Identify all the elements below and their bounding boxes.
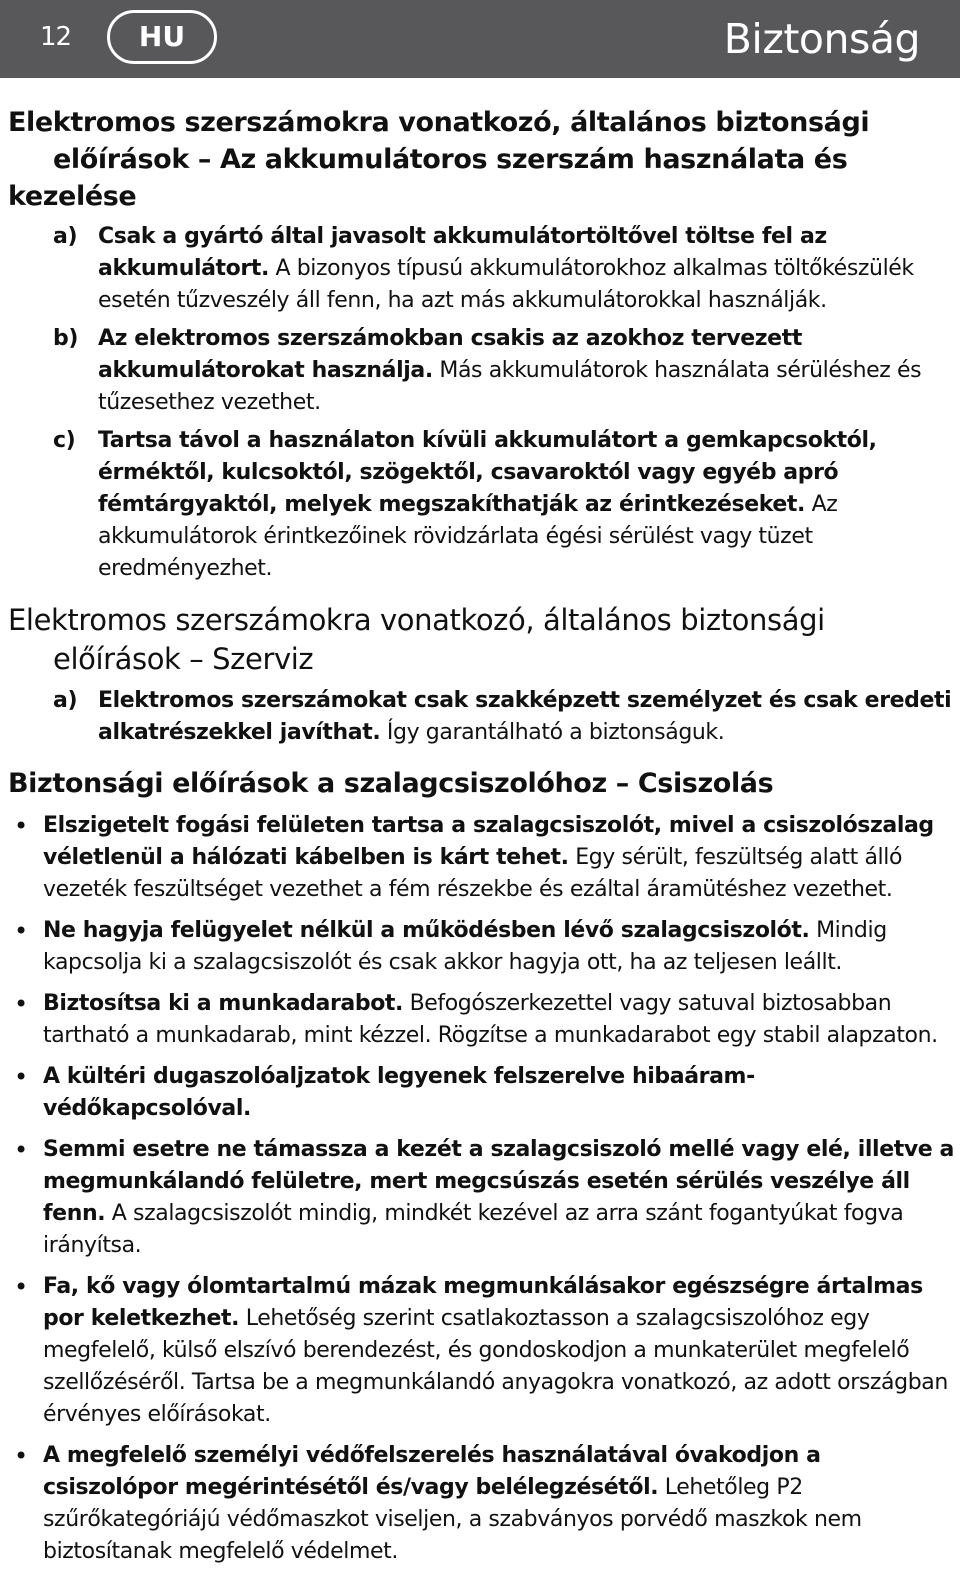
item-text: Más akkumulátorok használata sérüléshez és tűzesethez vezethet. <box>98 358 922 415</box>
sanding-rules-list <box>8 810 954 1568</box>
bullet-item <box>8 915 954 979</box>
bullet-icon: • <box>14 990 28 1018</box>
heading-line-1: Elektromos szerszámokra vonatkozó, általános biztonsági <box>8 603 825 637</box>
item-bold-text: Az elektromos szerszámokban csakis az azokhoz tervezett akkumulátorokat használja. <box>98 326 802 383</box>
list-marker: b) <box>53 326 79 351</box>
page-header <box>0 0 960 78</box>
document-body <box>8 104 954 1577</box>
item-text: Lehetőleg P2 szűrőkategóriájú védőmaszkot viseljen, a szabványos porvédő maszkok nem biztosítanak megfelelő védelmet. <box>43 1475 862 1564</box>
battery-rules-list <box>8 221 954 585</box>
item-bold-text: Csak a gyártó által javasolt akkumulátortöltővel töltse fel az akkumulátort. <box>98 224 827 281</box>
heading-line-1: Biztonsági előírások a szalagcsiszolóhoz – Csiszolás <box>8 768 774 799</box>
item-bold-text: A megfelelő személyi védőfelszerelés használatával óvakodjon a csiszolópor megérintésétől és/vagy belélegzésétől. <box>43 1443 821 1500</box>
item-bold-text: A kültéri dugaszolóaljzatok legyenek felszerelve hibaáram-védőkapcsolóval. <box>43 1064 755 1121</box>
bullet-item <box>8 1440 954 1568</box>
item-bold-text: Fa, kő vagy ólomtartalmú mázak megmunkálásakor egészségre ártalmas por keletkezhet. <box>43 1274 923 1331</box>
list-item <box>53 685 954 749</box>
item-bold-text: Elszigetelt fogási felületen tartsa a szalagcsiszolót, mivel a csiszolószalag véletlenül a hálózati kábelben is kárt tehet. <box>43 813 934 870</box>
heading-line-2: előírások – Szerviz <box>53 642 314 676</box>
item-text: Az akkumulátorok érintkezőinek rövidzárlata égési sérülést vagy tüzet eredményezhet. <box>98 492 838 581</box>
bullet-icon: • <box>14 1273 28 1301</box>
bullet-icon: • <box>14 1063 28 1091</box>
bullet-item <box>8 1271 954 1431</box>
item-bold-text: Ne hagyja felügyelet nélkül a működésben lévő szalagcsiszolót. <box>43 918 810 943</box>
heading-line-2: előírások – Az akkumulátoros szerszám használata és kezelése <box>8 144 848 212</box>
list-item <box>53 425 954 585</box>
bullet-item <box>8 1134 954 1262</box>
list-item <box>53 323 954 419</box>
bullet-item <box>8 810 954 906</box>
item-text: Befogószerkezettel vagy satuval biztosabban tartható a munkadarab, mint kézzel. Rögzítse a munkadarabot egy stabil alapzaton. <box>43 991 938 1048</box>
page-title: Biztonság <box>723 15 920 63</box>
bullet-icon: • <box>14 1136 28 1164</box>
item-bold-text: Biztosítsa ki a munkadarabot. <box>43 991 403 1016</box>
item-bold-text: Elektromos szerszámokat csak szakképzett személyzet és csak eredeti alkatrészekkel javíthat. <box>98 688 952 745</box>
list-marker: c) <box>53 428 76 453</box>
bullet-icon: • <box>14 1442 28 1470</box>
list-item <box>53 221 954 317</box>
item-bold-text: Tartsa távol a használaton kívüli akkumulátort a gemkapcsoktól, érméktől, kulcsoktól, szögektől, csavaroktól vagy egyéb apró fémtárgyaktól, melyek megszakíthatják az érintkezéseket. <box>98 428 877 517</box>
item-text: A bizonyos típusú akkumulátorokhoz alkalmas töltőkészülék esetén tűzveszély áll fenn, ha azt más akkumulátorokkal használják. <box>98 256 914 313</box>
item-bold-text: Semmi esetre ne támassza a kezét a szalagcsiszoló mellé vagy elé, illetve a megmunkálandó felületre, mert megcsúszás esetén sérülés veszélye áll fenn. <box>43 1137 954 1226</box>
bullet-item <box>8 1061 954 1125</box>
section-heading <box>8 765 954 802</box>
list-marker: a) <box>53 224 78 249</box>
section-heading <box>8 104 954 215</box>
bullet-icon: • <box>14 917 28 945</box>
item-text: Lehetőség szerint csatlakoztasson a szalagcsiszolóhoz egy megfelelő, külső elszívó berendezést, és gondoskodjon a munkaterület megfelelő szellőzéséről. Tartsa be a megmunkálandó anyagokra vonatkozó, az adott országban érvényes előírásokat. <box>43 1306 948 1427</box>
item-text: Egy sérült, feszültség alatt álló vezeték feszültséget vezethet a fém részekbe és ezáltal áramütéshez vezethet. <box>43 845 903 902</box>
section-heading <box>8 601 954 679</box>
bullet-icon: • <box>14 812 28 840</box>
page-number: 12 <box>40 22 72 52</box>
item-text: Így garantálható a biztonságuk. <box>380 720 725 745</box>
item-text: Mindig kapcsolja ki a szalagcsiszolót és csak akkor hagyja ott, ha az teljesen leállt. <box>43 918 887 975</box>
service-rules-list <box>8 685 954 749</box>
heading-line-1: Elektromos szerszámokra vonatkozó, általános biztonsági <box>8 107 870 138</box>
language-badge: HU <box>107 10 217 64</box>
list-marker: a) <box>53 688 78 713</box>
bullet-item <box>8 988 954 1052</box>
item-text: A szalagcsiszolót mindig, mindkét kezével az arra szánt fogantyúkat fogva irányítsa. <box>43 1201 904 1258</box>
